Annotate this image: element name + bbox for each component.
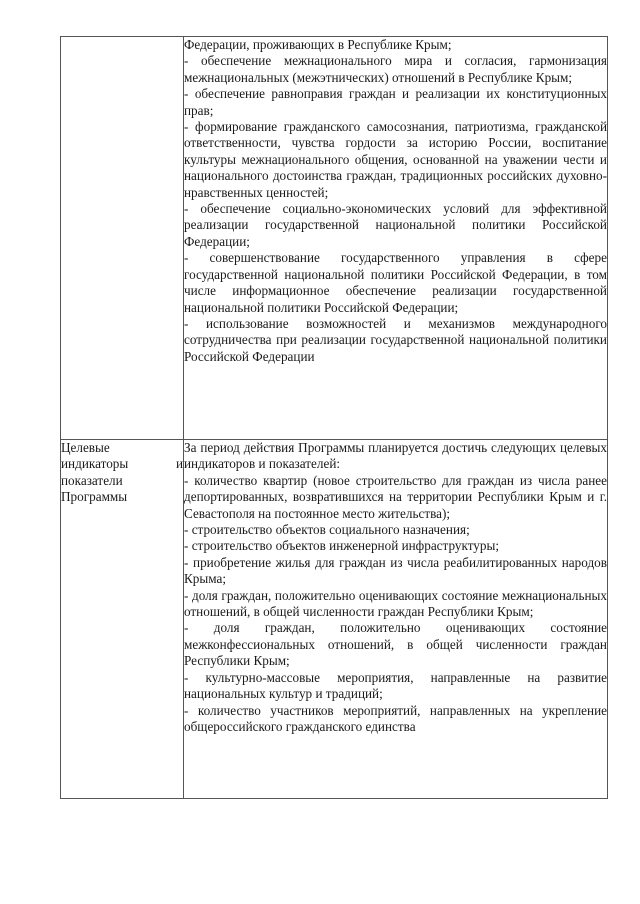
list-item: - использование возможностей и механизмов международного сотрудничества при реализации государственной национальной политики Российской Федерации <box>184 315 607 364</box>
row-label-word: и <box>175 456 183 472</box>
list-item: - обеспечение межнационального мира и согласия, гармонизация межнациональных (межэтнических) отношений в Республике Крым; <box>184 53 607 85</box>
row-content-cell <box>184 440 608 799</box>
list-item: - приобретение жилья для граждан из числа реабилитированных народов Крыма; <box>184 554 607 587</box>
list-item: - доля граждан, положительно оценивающих состояние межнациональных отношений, в общей численности граждан Республики Крым; <box>184 587 607 620</box>
row-label-line: показатели <box>61 472 123 488</box>
list-item: - совершенствование государственного управления в сфере государственной национальной политики Российской Федерации, в том числе информационное обеспечение реализации государственной национальной политики Российской Федерации; <box>184 250 607 315</box>
row-label-line <box>61 456 183 472</box>
list-item: Федерации, проживающих в Республике Крым; <box>184 37 452 52</box>
row-label-line: Целевые <box>61 440 110 455</box>
list-item: - доля граждан, положительно оценивающих состояние межконфессиональных отношений, в общей численности граждан Республики Крым; <box>184 620 607 669</box>
table-row <box>61 440 608 799</box>
list-item: - количество квартир (новое строительство для граждан из числа ранее депортированных, возвратившихся на территории Республики Крым и г. Севастополя на постоянное место жительства); <box>184 472 607 521</box>
program-passport-table <box>60 36 608 799</box>
list-item: - формирование гражданского самосознания, патриотизма, гражданской ответственности, чувства гордости за историю России, воспитание культуры межнационального общения, основанной на уважении чести и национального достоинства граждан, традиционных российских духовно-нравственных ценностей; <box>184 119 607 200</box>
list-item: - обеспечение социально-экономических условий для эффективной реализации государственной национальной политики Российской Федерации; <box>184 201 607 249</box>
list-item: За период действия Программы планируется достичь следующих целевых индикаторов и показателей: <box>184 440 607 472</box>
row-content-cell <box>184 37 608 440</box>
row-label-cell <box>61 37 184 440</box>
list-item: - строительство объектов социального назначения; <box>184 522 470 538</box>
row-label-line: Программы <box>61 489 128 505</box>
list-item: - количество участников мероприятий, направленных на укрепление общероссийского гражданского единства <box>184 702 607 734</box>
table-row <box>61 37 608 440</box>
row-label-word: индикаторы <box>61 456 129 472</box>
list-item: - обеспечение равноправия граждан и реализации их конституционных прав; <box>184 86 607 118</box>
list-item: - строительство объектов инженерной инфраструктуры; <box>184 538 499 554</box>
list-item: - культурно-массовые мероприятия, направленные на развитие национальных культур и традиций; <box>184 669 607 702</box>
row-label-cell <box>61 440 184 799</box>
